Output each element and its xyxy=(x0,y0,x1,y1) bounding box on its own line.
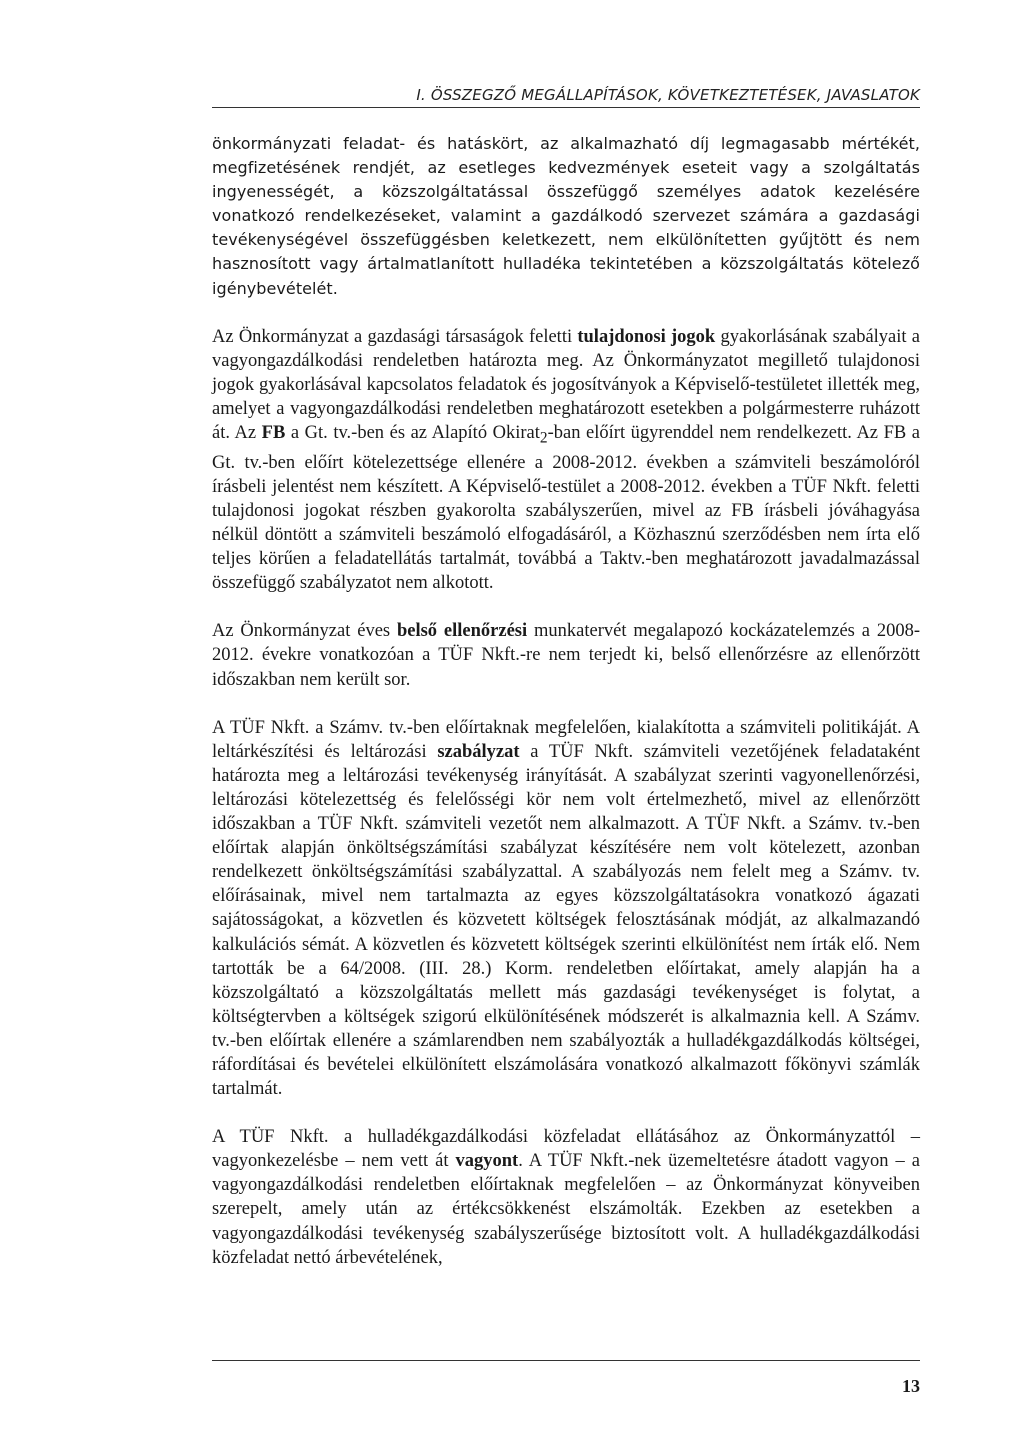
header-rule xyxy=(212,107,920,108)
footer-rule xyxy=(212,1360,920,1361)
subscript-2: 2 xyxy=(539,429,548,447)
page-number: 13 xyxy=(902,1376,920,1396)
paragraph-5 xyxy=(212,1125,920,1270)
bold-term-belso-ellenorzesi: belső ellenőrzési xyxy=(396,621,528,642)
bold-term-tulajdonosi-jogok: tulajdonosi jogok xyxy=(577,326,716,347)
running-header: I. ÖSSZEGZŐ MEGÁLLAPÍTÁSOK, KÖVETKEZTETÉSEK, JAVASLATOK xyxy=(416,86,920,104)
paragraph-1-text: önkormányzati feladat- és hatáskört, az alkalmazható díj legmagasabb mértékét, megfizetésének rendjét, az esetleges kedvezmények eseteit vagy a szolgáltatás ingyenességét, a közszolgáltatással összefüggő személyes adatok kezelésére vonatkozó rendelkezéseket, valamint a gazdálkodó szervezet számára a gazdasági tevékenységével összefüggésben keletkezett, nem elkülönítetten gyűjtött és nem hasznosított vagy ártalmatlanított hulladéka tekintetében a közszolgáltatás kötelező igénybevételét. xyxy=(212,134,920,298)
bold-term-fb: FB xyxy=(261,423,286,444)
paragraph-4-text-c: a TÜF Nkft. számviteli vezetőjének feladataként határozta meg a leltározási tevékenység irányítását. A szabályzat szerinti vagyonellenőrzési, leltározási kötelezettség és felelősségi kör nem volt értelmezhető, mivel az ellenőrzött időszakban a TÜF Nkft. számviteli vezetőt nem alkalmazott. A TÜF Nkft. a Számv. tv.-ben előírtak alapján önköltségszámítási szabályzat készítésére nem volt kötelezett, azonban rendelkezett önköltségszámítási szabályzattal. A szabályozás nem felelt meg a Számv. tv. előírásainak, mivel nem tartalmazta az egyes közszolgáltatásokra vonatkozó ágazati sajátosságokat, a közvetlen és közvetett költségek felosztásának módját, az alkalmazandó kalkulációs sémát. A közvetlen és közvetett költségek szerinti elkülönítést nem írták elő. Nem tartották be a 64/2008. (III. 28.) Korm. rendeletben előírtakat, amely alapján ha a közszolgáltató a közszolgáltatás mellett más gazdasági tevékenységet is folytat, a költségtervben a költségek szigorú elkülönítésének módszerét is alkalmaznia kell. A Számv. tv.-ben előírtak ellenére a számlarendben nem szabályozták a hulladékgazdálkodás költségei, ráfordításai és bevételei elkülönített elszámolására vonatkozó alkalmazott főkönyvi számlák tartalmát. xyxy=(212,741,920,1100)
paragraph-2 xyxy=(212,325,920,596)
paragraph-2-text-e: a Gt. tv.-ben és az Alapító Okirat xyxy=(285,423,540,444)
bold-term-vagyont: vagyont xyxy=(455,1151,519,1172)
bold-term-szabalyzat: szabályzat xyxy=(437,741,520,762)
paragraph-3 xyxy=(212,619,920,691)
paragraph-2-text-f: -ban előírt ügyrenddel nem rendelkezett. Az FB a Gt. tv.-ben előírt kötelezettsége ellenére a 2008-2012. években a számviteli beszámolóról írásbeli jelentést nem készített. A Képviselő-testület a 2008-2012. években a TÜF Nkft. feletti tulajdonosi jogokat részben gyakorolta szabályszerűen, mivel az FB írásbeli jóváhagyása nélkül döntött a számviteli beszámoló elfogadásáról, a Közhasznú szerződésben nem írta elő teljes körűen a feladatellátás tartalmát, továbbá a Taktv.-ben meghatározott javadalmazással összefüggő szabályzatot nem alkotott. xyxy=(212,423,920,594)
paragraph-5-text-a: A TÜF Nkft. a hulladékgazdálkodási közfeladat ellátásához az Önkormányzattól – vagyonkezelésbe – nem vett át xyxy=(212,1127,920,1172)
paragraph-2-text-c: gyakorlásának szabályait a vagyongazdálkodási rendeletben határozta meg. Az Önkormányzatot megillető tulajdonosi jogok gyakorlásával kapcsolatos feladatok és jogosítványok a Képviselő-testületet illették meg, amelyet a vagyongazdálkodási rendeletben meghatározott esetekben a polgármesterre ruházott át. Az xyxy=(212,326,920,444)
paragraph-5-text-c: . A TÜF Nkft.-nek üzemeltetésre átadott vagyon – a vagyongazdálkodási rendeletben előírtaknak megfelelően – az Önkormányzat könyveiben szerepelt, amely után az értékcsökkenést elszámolták. Ezekben az esetekben a vagyongazdálkodási tevékenység szabályszerűsége biztosított volt. A hulladékgazdálkodási közfeladat nettó árbevételének, xyxy=(212,1151,920,1268)
paragraph-3-text-c: munkatervét megalapozó kockázatelemzés a 2008-2012. évekre vonatkozóan a TÜF Nkft.-re nem terjedt ki, belső ellenőrzésre az ellenőrzött időszakban nem került sor. xyxy=(212,621,920,690)
paragraph-4-text-a: A TÜF Nkft. a Számv. tv.-ben előírtaknak megfelelően, kialakította a számviteli politikáját. A leltárkészítési és leltározási xyxy=(212,717,920,762)
paragraph-4 xyxy=(212,716,920,1102)
paragraph-1 xyxy=(212,132,920,301)
paragraph-2-text-a: Az Önkormányzat a gazdasági társaságok feletti xyxy=(212,326,578,347)
paragraph-3-text-a: Az Önkormányzat éves xyxy=(212,621,397,642)
body-text xyxy=(212,132,920,1294)
